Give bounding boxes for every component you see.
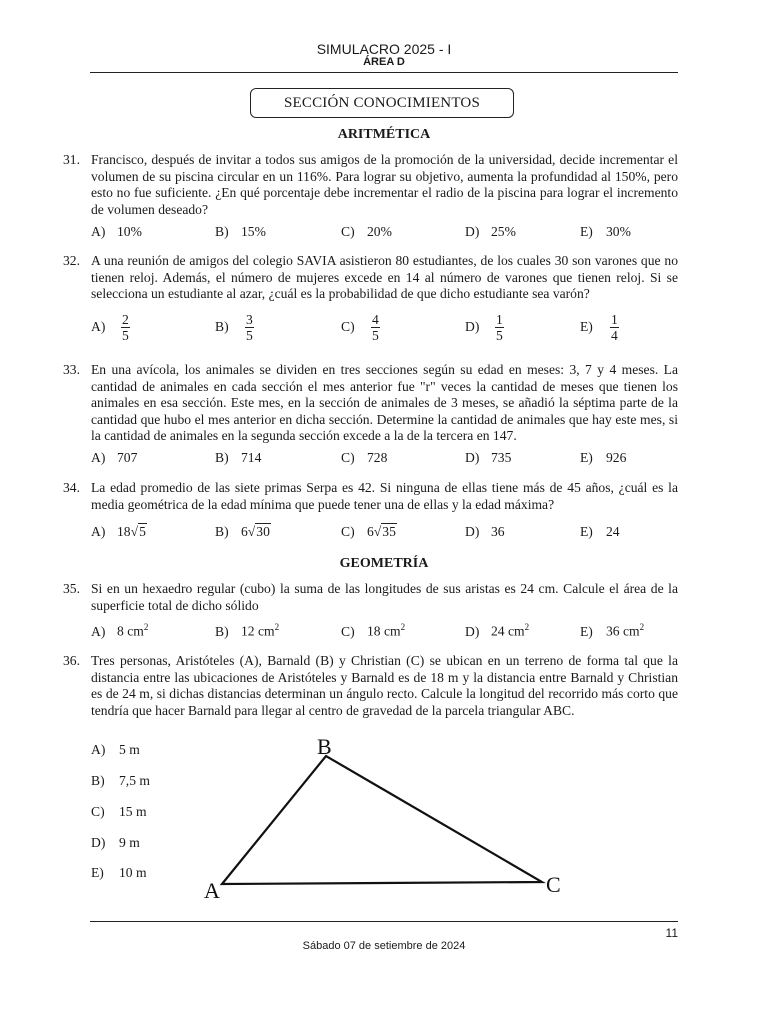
question-text: En una avícola, los animales se dividen en tres secciones según su edad en meses: 3, 7 y 4 meses. La cantidad de animales en cada sección el mes anterior fue "r" veces la cantidad de meses que tienen los animales en esa sección. Este mes, en la sección de animales de 3 meses, se añadió la séptima parte de la cantidad que hubo el mes anterior en dicha sección. Determine la cantidad de animales que hay este mes, si la cantidad de animales en la segunda sección excede a la de la tercera en 147. [91, 362, 678, 443]
option-e[interactable] [580, 450, 626, 466]
option-label: C) [91, 804, 105, 819]
radical-expression: 18√5 [117, 524, 146, 539]
option-value: 24 [606, 524, 620, 539]
option-label: E) [91, 865, 104, 880]
triangle-abc [222, 756, 542, 884]
option-label: D) [465, 224, 480, 239]
option-value: 10% [117, 224, 142, 239]
option-c[interactable] [341, 312, 380, 343]
option-e[interactable] [580, 224, 631, 240]
option-c[interactable] [341, 224, 392, 240]
option-label: D) [465, 318, 480, 334]
option-value: 9 m [119, 835, 140, 850]
option-value: 15 m [119, 804, 147, 819]
option-a[interactable] [91, 450, 137, 466]
option-d[interactable] [465, 312, 504, 343]
question-35 [63, 581, 678, 614]
option-label: A) [91, 742, 106, 757]
option-value: 18 cm [367, 623, 401, 639]
option-label: A) [91, 318, 106, 334]
vertex-label-c: C [546, 872, 561, 897]
option-value: 8 cm [117, 623, 144, 639]
option-value: 20% [367, 224, 392, 239]
option-label: D) [465, 623, 480, 639]
fraction: $\frac{1}{4}$ [611, 312, 618, 343]
option-a[interactable] [91, 524, 147, 540]
question-number: 33. [63, 362, 80, 377]
option-label: D) [465, 450, 480, 465]
option-d[interactable] [465, 450, 511, 466]
section-title-box [250, 88, 514, 118]
option-value: 36 [491, 524, 505, 539]
option-a[interactable]: A) 8 $cm^2$ [91, 622, 149, 639]
fraction: $\frac{3}{5}$ [246, 312, 253, 343]
option-label: E) [580, 450, 593, 465]
option-b[interactable] [215, 224, 266, 240]
question-text: Francisco, después de invitar a todos sus amigos de la promoción de la universidad, decide incrementar el volumen de su piscina circular en un 116%. Para lograr su objetivo, aumenta la profundidad al 150%, pero esto no fue suficiente. ¿En qué porcentaje debe incrementar el radio de la piscina para lograr el incremento de volumen deseado? [91, 152, 678, 217]
option-d[interactable] [465, 524, 505, 540]
header-divider [90, 72, 678, 73]
option-label: E) [580, 524, 593, 539]
option-value: 707 [117, 450, 138, 465]
option-c[interactable] [341, 524, 397, 540]
option-label: A) [91, 524, 106, 539]
option-label: D) [91, 835, 106, 850]
option-value: 15% [241, 224, 266, 239]
option-d[interactable] [465, 224, 516, 240]
option-label: B) [215, 524, 229, 539]
option-b[interactable] [215, 450, 261, 466]
option-b[interactable]: B) 12 $cm^2$ [215, 622, 280, 639]
option-label: B) [215, 450, 229, 465]
option-value: 926 [606, 450, 627, 465]
option-label: C) [341, 623, 355, 639]
option-label: B) [91, 773, 105, 788]
option-c[interactable] [341, 450, 387, 466]
option-label: E) [580, 318, 593, 334]
option-value: 5 m [119, 742, 140, 757]
fraction: $\frac{2}{5}$ [122, 312, 129, 343]
radical-expression: 6√30 [241, 524, 270, 539]
option-label: A) [91, 224, 106, 239]
option-a[interactable] [91, 742, 140, 758]
option-c[interactable]: C) 18 $cm^2$ [341, 622, 406, 639]
option-e[interactable]: E) 36 $cm^2$ [580, 622, 645, 639]
fraction: $\frac{1}{5}$ [496, 312, 503, 343]
option-value: 30% [606, 224, 631, 239]
option-e[interactable] [580, 524, 620, 540]
question-text: A una reunión de amigos del colegio SAVIA asistieron 80 estudiantes, de los cuales 30 son varones que no tienen reloj. Además, el número de mujeres excede en 14 al número de varones que tienen reloj. Si se selecciona un estudiante al azar, ¿cuál es la probabilidad de que dicho estudiante sea varón? [91, 253, 678, 301]
option-label: E) [580, 623, 593, 639]
question-number: 34. [63, 480, 80, 495]
option-label: D) [465, 524, 480, 539]
option-value: 25% [491, 224, 516, 239]
option-value: 714 [241, 450, 262, 465]
option-value: 735 [491, 450, 512, 465]
question-number: 31. [63, 152, 80, 167]
option-b[interactable] [215, 312, 254, 343]
option-a[interactable] [91, 312, 130, 343]
option-label: A) [91, 623, 106, 639]
question-32 [63, 253, 678, 303]
option-label: E) [580, 224, 593, 239]
option-label: C) [341, 524, 355, 539]
page-number: 11 [665, 926, 678, 940]
question-33 [63, 362, 678, 445]
option-value: 728 [367, 450, 388, 465]
vertex-label-a: A [204, 878, 220, 903]
option-value: 12 cm [241, 623, 275, 639]
option-d[interactable]: D) 24 $cm^2$ [465, 622, 530, 639]
question-number: 32. [63, 253, 80, 268]
option-a[interactable] [91, 224, 142, 240]
option-label: B) [215, 623, 229, 639]
subject-heading-arithmetic: ARITMÉTICA [337, 127, 431, 142]
vertex-label-b: B [317, 734, 332, 759]
fraction: $\frac{4}{5}$ [372, 312, 379, 343]
option-e[interactable] [91, 865, 147, 881]
footer-divider [90, 921, 678, 922]
option-value: 10 m [119, 865, 147, 880]
question-36 [63, 653, 678, 719]
option-label: B) [215, 318, 229, 334]
question-number: 35. [63, 581, 80, 596]
option-d[interactable] [91, 835, 140, 851]
exam-title: SIMULACRO 2025 - I [316, 41, 452, 57]
option-b[interactable] [91, 773, 150, 789]
subject-heading-geometry: GEOMETRÍA [339, 556, 429, 571]
section-title: SECCIÓN CONOCIMIENTOS [283, 94, 481, 111]
option-label: C) [341, 224, 355, 239]
question-text: Tres personas, Aristóteles (A), Barnald (B) y Christian (C) se ubican en un terreno de forma tal que la distancia entre las ubicaciones de Aristóteles y Barnald es de 18 m y la distancia entre Barnald y Christian es de 24 m, si dichas distancias determinan un ángulo recto. Calcule la longitud del recorrido más corto que tendría que hacer Barnald para llegar al centro de gravedad de la parcela triangular ABC. [91, 653, 678, 718]
option-label: C) [341, 318, 355, 334]
option-label: B) [215, 224, 229, 239]
option-label: A) [91, 450, 106, 465]
question-text: La edad promedio de las siete primas Serpa es 42. Si ninguna de ellas tiene más de 45 años, ¿cuál es la media geométrica de la edad mínima que puede tener una de ellas y la edad máxima? [91, 480, 678, 512]
option-value: 7,5 m [119, 773, 150, 788]
radical-expression: 6√35 [367, 524, 396, 539]
option-b[interactable] [215, 524, 271, 540]
question-34 [63, 480, 678, 513]
question-text: Si en un hexaedro regular (cubo) la suma de las longitudes de sus aristas es 24 cm. Calcule el área de la superficie total de dicho sólido [91, 581, 678, 613]
triangle-figure [190, 730, 590, 905]
option-value: 36 cm [606, 623, 640, 639]
question-number: 36. [63, 653, 80, 668]
option-value: 24 cm [491, 623, 525, 639]
option-label: C) [341, 450, 355, 465]
exam-area: ÁREA D [363, 56, 405, 68]
footer-date: Sábado 07 de setiembre de 2024 [302, 940, 466, 952]
option-e[interactable] [580, 312, 619, 343]
option-c[interactable] [91, 804, 147, 820]
question-31 [63, 152, 678, 218]
